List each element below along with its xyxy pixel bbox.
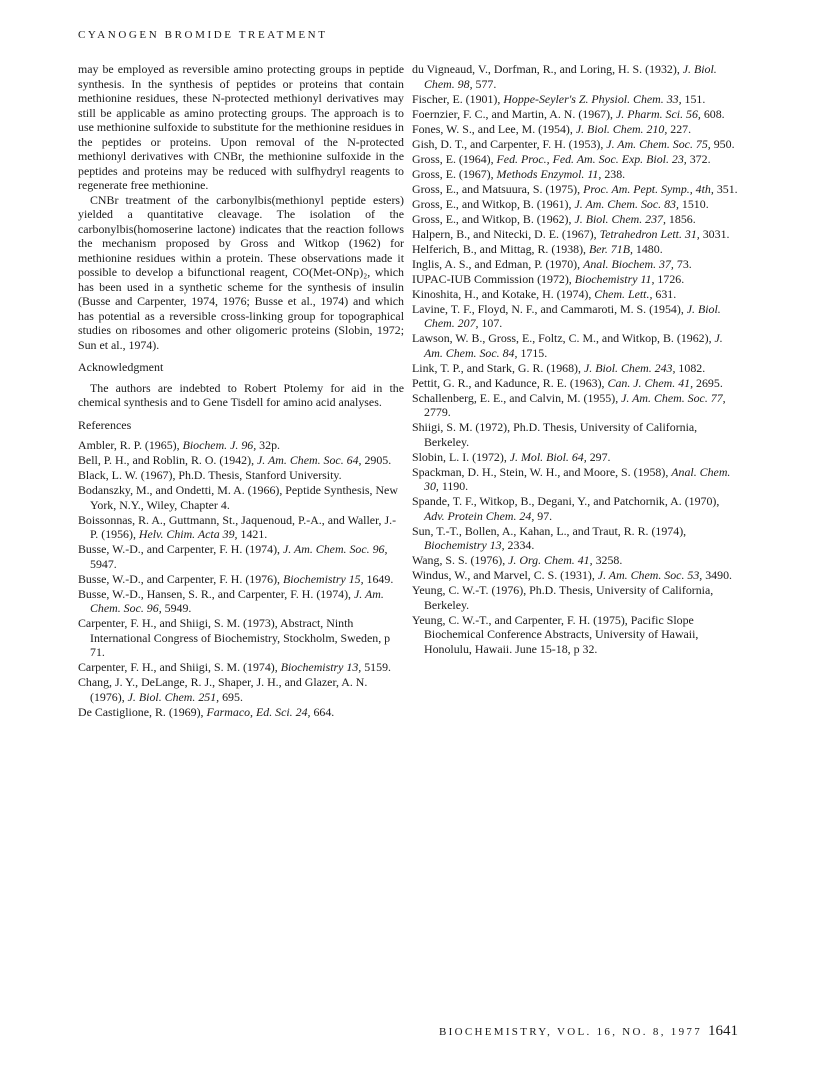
reference-entry: Gross, E., and Matsuura, S. (1975), Proc. Am. Pept. Symp., 4th, 351. [412, 181, 738, 196]
reference-entry: IUPAC-IUB Commission (1972), Biochemistry 11, 1726. [412, 271, 685, 286]
right-column [412, 62, 738, 657]
reference-entry: Inglis, A. S., and Edman, P. (1970), Anal. Biochem. 37, 73. [412, 256, 692, 271]
reference-entry: Busse, W.-D., and Carpenter, F. H. (1974), J. Am. Chem. Soc. 96, 5947. [78, 542, 388, 571]
reference-entry: Carpenter, F. H., and Shiigi, S. M. (1973), Abstract, Ninth International Congress of Biochemistry, Stockholm, Sweden, p 71. [78, 616, 391, 659]
reference-entry: Link, T. P., and Stark, G. R. (1968), J. Biol. Chem. 243, 1082. [412, 360, 706, 375]
reference-entry: Kinoshita, H., and Kotake, H. (1974), Chem. Lett., 631. [412, 286, 677, 301]
reference-entry: Sun, T.-T., Bollen, A., Kahan, L., and Traut, R. R. (1974), Biochemistry 13, 2334. [412, 523, 687, 552]
reference-entry: Gross, E., and Witkop, B. (1961), J. Am. Chem. Soc. 83, 1510. [412, 196, 709, 211]
body-paragraph: may be employed as reversible amino protecting groups in peptide synthesis. In the synthesis of peptides or proteins that contain methionine residues, these N-protected methionyl derivatives may still be applicable as amino protecting groups. The approach is to use methionine sulfoxide to substitute for the methionine residues in the peptides or proteins. Upon removal of the N-protected methionyl derivatives with CNBr, the methionine sulfoxide in the peptides and proteins may be reduced with sulfhydryl reagents to regenerate free methionine. [78, 62, 404, 192]
reference-entry: Gross, E. (1967), Methods Enzymol. 11, 238. [412, 166, 626, 181]
reference-entry: Lawson, W. B., Gross, E., Foltz, C. M., and Witkop, B. (1962), J. Am. Chem. Soc. 84, 1715. [412, 331, 723, 360]
left-column [78, 62, 404, 720]
page-number: 1641 [708, 1023, 738, 1039]
reference-entry: Halpern, B., and Nitecki, D. E. (1967), Tetrahedron Lett. 31, 3031. [412, 226, 730, 241]
reference-entry: Lavine, T. F., Floyd, N. F., and Cammaroti, M. S. (1954), J. Biol. Chem. 207, 107. [412, 301, 721, 330]
reference-entry: Spande, T. F., Witkop, B., Degani, Y., and Patchornik, A. (1970), Adv. Protein Chem. 24, 97. [412, 494, 720, 523]
reference-entry: Windus, W., and Marvel, C. S. (1931), J. Am. Chem. Soc. 53, 3490. [412, 568, 732, 582]
reference-entry: Pettit, G. R., and Kadunce, R. E. (1963), Can. J. Chem. 41, 2695. [412, 375, 723, 390]
reference-entry: De Castiglione, R. (1969), Farmaco, Ed. Sci. 24, 664. [78, 704, 335, 719]
reference-entry: Bell, P. H., and Roblin, R. O. (1942), J. Am. Chem. Soc. 64, 2905. [78, 453, 392, 467]
references-list-right [412, 62, 738, 656]
journal-footer: BIOCHEMISTRY, VOL. 16, NO. 8, 1977 [439, 1026, 702, 1038]
reference-entry: Chang, J. Y., DeLange, R. J., Shaper, J. H., and Glazer, A. N. (1976), J. Biol. Chem. 251, 695. [78, 675, 368, 704]
reference-entry: Schallenberg, E. E., and Calvin, M. (1955), J. Am. Chem. Soc. 77, 2779. [412, 390, 726, 419]
page-footer [439, 1023, 738, 1040]
reference-entry: Ambler, R. P. (1965), Biochem. J. 96, 32p. [78, 438, 280, 452]
reference-entry: Yeung, C. W.-T., and Carpenter, F. H. (1975), Pacific Slope Biochemical Conference Abstracts, University of Hawaii, Honolulu, Hawaii. June 15-18, p 32. [412, 612, 699, 656]
acknowledgment-text: The authors are indebted to Robert Ptolemy for aid in the chemical synthesis and to Gene Tisdell for amino acid analyses. [78, 380, 404, 409]
reference-entry: Gross, E. (1964), Fed. Proc., Fed. Am. Soc. Exp. Biol. 23, 372. [412, 151, 711, 166]
references-list-left [78, 438, 404, 719]
reference-entry: Gross, E., and Witkop, B. (1962), J. Biol. Chem. 237, 1856. [412, 211, 696, 226]
reference-entry: Fones, W. S., and Lee, M. (1954), J. Biol. Chem. 210, 227. [412, 121, 692, 136]
reference-entry: Yeung, C. W.-T. (1976), Ph.D. Thesis, University of California, Berkeley. [412, 583, 714, 612]
reference-entry: Boissonnas, R. A., Guttmann, St., Jaquenoud, P.-A., and Waller, J.-P. (1956), Helv. Chim. Acta 39, 1421. [78, 512, 397, 541]
reference-entry: Foernzier, F. C., and Martin, A. N. (1967), J. Pharm. Sci. 56, 608. [412, 106, 725, 121]
reference-entry: Wang, S. S. (1976), J. Org. Chem. 41, 3258. [412, 553, 623, 567]
reference-entry: Shiigi, S. M. (1972), Ph.D. Thesis, University of California, Berkeley. [412, 420, 698, 449]
reference-entry: Black, L. W. (1967), Ph.D. Thesis, Stanford University. [78, 468, 342, 482]
running-head: CYANOGEN BROMIDE TREATMENT [78, 29, 328, 41]
reference-entry: Gish, D. T., and Carpenter, F. H. (1953), J. Am. Chem. Soc. 75, 950. [412, 136, 735, 151]
reference-entry: du Vigneaud, V., Dorfman, R., and Loring, H. S. (1932), J. Biol. Chem. 98, 577. [412, 62, 717, 91]
reference-entry: Busse, W.-D., and Carpenter, F. H. (1976), Biochemistry 15, 1649. [78, 571, 394, 586]
acknowledgment-heading: Acknowledgment [78, 360, 164, 374]
reference-entry: Busse, W.-D., Hansen, S. R., and Carpenter, F. H. (1974), J. Am. Chem. Soc. 96, 5949. [78, 586, 384, 615]
reference-entry: Carpenter, F. H., and Shiigi, S. M. (1974), Biochemistry 13, 5159. [78, 660, 391, 674]
reference-entry: Fischer, E. (1901), Hoppe-Seyler's Z. Physiol. Chem. 33, 151. [412, 91, 706, 106]
body-paragraph: CNBr treatment of the carbonylbis(methionyl peptide esters) yielded a quantitative cleavage. The isolation of the carbonylbis(homoserine lactone) indicates that the reaction follows the mechanism proposed by Gross and Witkop (1962) for methionine residues within a protein. These observations made it possible to develop a bifunctional reagent, CO(Met-ONp)₂, which has been used in a synthetic scheme for the synthesis of insulin (Busse and Carpenter, 1974, 1976; Busse et al., 1974) and which has potential as a reversible cross-linking group for topographical studies on ribosomes and other oligomeric proteins (Slobin, 1972; Sun et al., 1974). [78, 192, 404, 352]
reference-entry: Bodanszky, M., and Ondetti, M. A. (1966), Peptide Synthesis, New York, N.Y., Wiley, Chapter 4. [78, 483, 398, 512]
reference-entry: Slobin, L. I. (1972), J. Mol. Biol. 64, 297. [412, 449, 611, 464]
references-heading: References [78, 417, 132, 432]
reference-entry: Spackman, D. H., Stein, W. H., and Moore, S. (1958), Anal. Chem. 30, 1190. [412, 464, 731, 493]
reference-entry: Helferich, B., and Mittag, R. (1938), Ber. 71B, 1480. [412, 241, 663, 256]
